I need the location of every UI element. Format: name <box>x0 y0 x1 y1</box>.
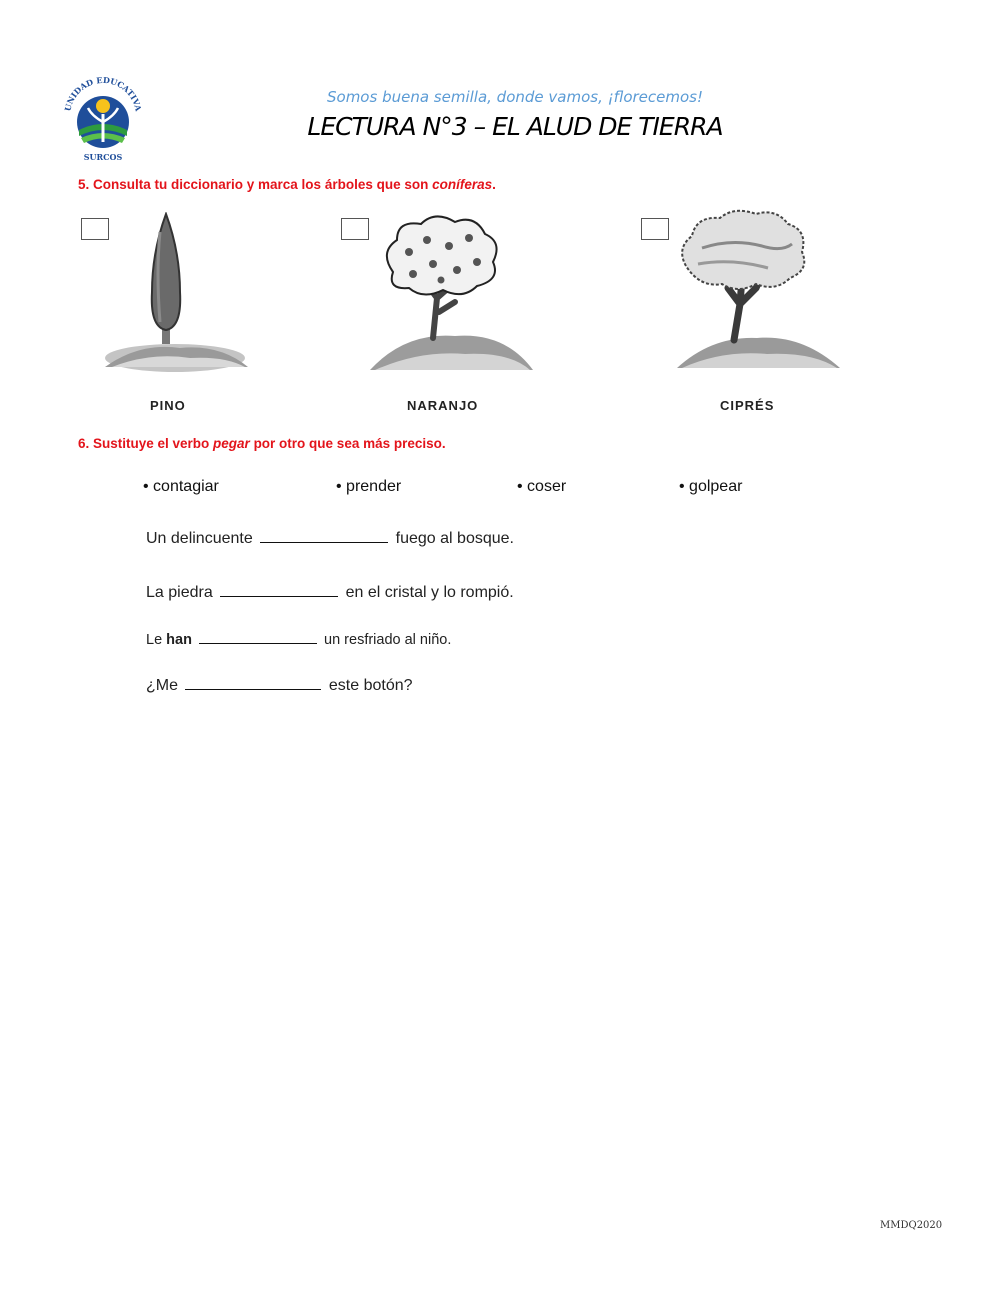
sentence-3-start: Le <box>146 632 167 648</box>
question-5-instruction <box>78 177 496 192</box>
question-5-emphasis: coníferas <box>432 177 493 192</box>
page-title: LECTURA N°3 – EL ALUD DE TIERRA <box>307 112 723 141</box>
sentence-2-end: en el cristal y lo rompió. <box>345 584 514 601</box>
cypress-tree-image <box>672 208 842 379</box>
question-6-instruction <box>78 436 446 451</box>
sentence-3 <box>146 629 451 648</box>
sentence-3-end: un resfriado al niño. <box>324 632 452 648</box>
question-6-text: 6. Sustituye el verbo <box>78 436 214 451</box>
sentence-4 <box>146 675 413 695</box>
sentence-3-bold: han <box>166 632 192 648</box>
orange-tree-image <box>365 212 535 379</box>
pine-tree-image <box>100 212 250 379</box>
sentence-1-end: fuego al bosque. <box>395 530 514 547</box>
logo-text-bottom: SURCOS <box>83 152 123 162</box>
sentence-4-end: este botón? <box>328 677 413 694</box>
tree-label-pino: PINO <box>150 398 186 413</box>
question-6-emphasis: pegar <box>213 436 250 451</box>
logo-text-top: UNIDAD EDUCATIVA <box>62 74 144 113</box>
footer-code: MMDQ2020 <box>880 1220 943 1231</box>
school-tagline: Somos buena semilla, donde vamos, ¡florecemos! <box>327 88 703 106</box>
option-coser: • coser <box>517 478 567 495</box>
answer-blank-3[interactable] <box>199 629 317 644</box>
sentence-2-start: La piedra <box>146 584 213 601</box>
answer-blank-4[interactable] <box>185 675 321 690</box>
question-5-text: 5. Consulta tu diccionario y marca los árboles que son <box>78 177 433 192</box>
checkbox-cipres[interactable] <box>641 218 669 240</box>
option-golpear: • golpear <box>679 478 743 495</box>
answer-blank-2[interactable] <box>220 582 338 597</box>
sentence-1 <box>146 528 514 548</box>
question-5-text-end: . <box>492 177 496 192</box>
question-6-text-end: por otro que sea más preciso. <box>249 436 446 451</box>
option-contagiar: • contagiar <box>143 478 219 495</box>
answer-blank-1[interactable] <box>260 528 388 543</box>
option-prender: • prender <box>336 478 402 495</box>
sentence-4-start: ¿Me <box>146 677 178 694</box>
sentence-1-start: Un delincuente <box>146 530 253 547</box>
sentence-2 <box>146 582 514 602</box>
tree-label-naranjo: NARANJO <box>407 398 479 413</box>
tree-label-cipres: CIPRÉS <box>720 398 775 413</box>
